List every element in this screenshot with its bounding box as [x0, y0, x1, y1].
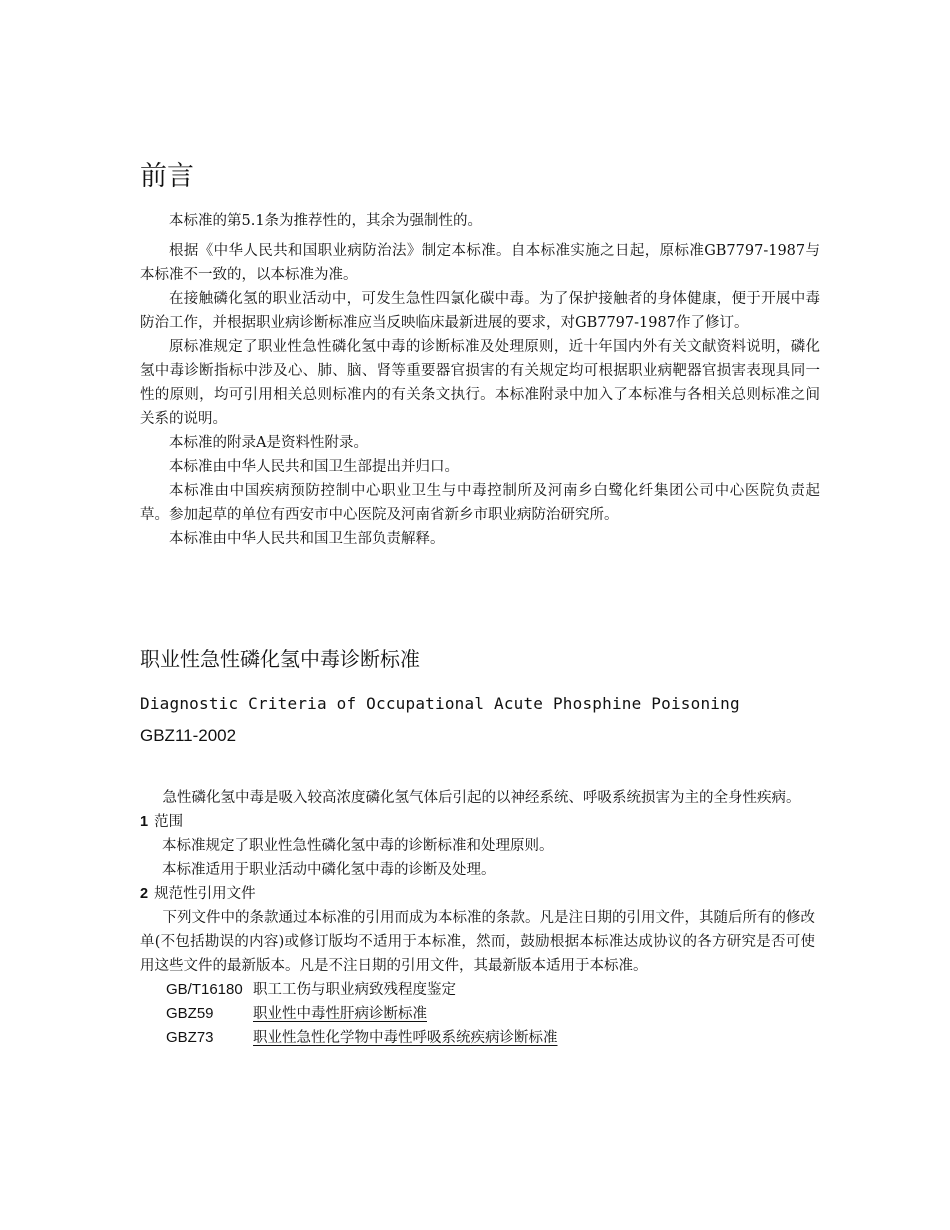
standard-title-en: Diagnostic Criteria of Occupational Acute Phosphine Poisoning — [140, 694, 740, 713]
preface-paragraph: 本标准由中华人民共和国卫生部提出并归口。 — [169, 459, 459, 475]
preface-body — [140, 209, 820, 551]
standard-code: GBZ11-2002 — [140, 726, 237, 745]
preface-paragraph: 原标准规定了职业性急性磷化氢中毒的诊断标准及处理原则，近十年国内外有关文献资料说明，磷化氢中毒诊断指标中涉及心、肺、脑、肾等重要器官损害的有关规定均可根据职业病靶器官损害表现具同一性的原则，均可引用相关总则标准内的有关条文执行。本标准附录中加入了本标准与各相关总则标准之间关系的说明。 — [140, 339, 820, 427]
reference-item — [140, 1026, 815, 1050]
reference-code: GB/T16180 — [166, 981, 243, 998]
section-title: 规范性引用文件 — [154, 886, 256, 902]
reference-item — [140, 978, 815, 1002]
section-paragraph: 下列文件中的条款通过本标准的引用而成为本标准的条款。凡是注日期的引用文件，其随后所有的修改单(不包括勘误的内容)或修订版均不适用于本标准，然而，鼓励根据本标准达成协议的各方研究是否可使用这些文件的最新版本。凡是不注日期的引用文件，其最新版本适用于本标准。 — [140, 910, 815, 974]
reference-code: GBZ73 — [166, 1029, 214, 1046]
preface-paragraph: 在接触磷化氢的职业活动中，可发生急性四氯化碳中毒。为了保护接触者的身体健康，便于开展中毒防治工作，并根据职业病诊断标准应当反映临床最新进展的要求，对GB7797-1987作了修订。 — [140, 291, 820, 331]
reference-link[interactable]: 职业性中毒性肝病诊断标准 — [253, 1006, 427, 1022]
standard-title-cn: 职业性急性磷化氢中毒诊断标准 — [140, 647, 420, 671]
preface-paragraph: 本标准的附录A是资料性附录。 — [169, 435, 368, 451]
section-paragraph: 本标准规定了职业性急性磷化氢中毒的诊断标准和处理原则。 — [162, 838, 554, 854]
preface-paragraph: 本标准的第5.1条为推荐性的，其余为强制性的。 — [169, 213, 483, 229]
reference-item — [140, 1002, 815, 1026]
preface-paragraph: 根据《中华人民共和国职业病防治法》制定本标准。自本标准实施之日起，原标准GB7797-1987与本标准不一致的，以本标准为准。 — [140, 243, 820, 283]
section-title: 范围 — [154, 814, 184, 830]
preface-paragraph: 本标准由中国疾病预防控制中心职业卫生与中毒控制所及河南乡白鹭化纤集团公司中心医院负责起草。参加起草的单位有西安市中心医院及河南省新乡市职业病防治研究所。 — [140, 483, 820, 523]
preface-paragraph: 本标准由中华人民共和国卫生部负责解释。 — [169, 531, 445, 547]
section-number: 1 — [140, 814, 149, 830]
section-paragraph: 本标准适用于职业活动中磷化氢中毒的诊断及处理。 — [162, 862, 496, 878]
reference-link[interactable]: 职业性急性化学物中毒性呼吸系统疾病诊断标准 — [253, 1030, 558, 1046]
reference-title: 职工工伤与职业病致残程度鉴定 — [253, 982, 456, 998]
standard-body — [140, 786, 815, 1050]
section-heading-1 — [140, 810, 815, 834]
section-number: 2 — [140, 886, 149, 902]
section-heading-2 — [140, 882, 815, 906]
reference-code: GBZ59 — [166, 1005, 214, 1022]
intro-paragraph: 急性磷化氢中毒是吸入较高浓度磷化氢气体后引起的以神经系统、呼吸系统损害为主的全身性疾病。 — [162, 790, 801, 806]
preface-heading: 前言 — [140, 161, 194, 192]
reference-list — [140, 978, 815, 1050]
